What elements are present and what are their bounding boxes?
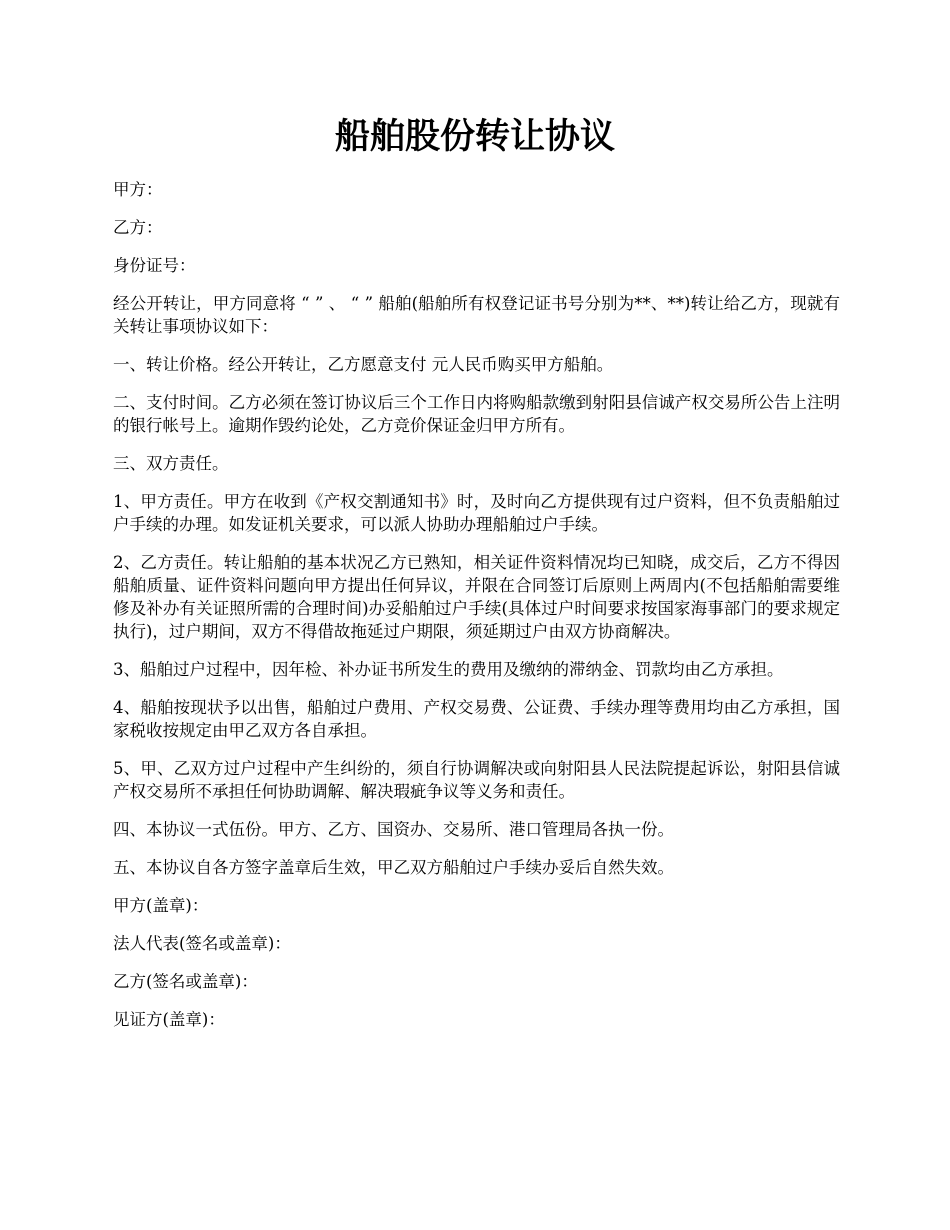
clause-4-copies: 四、本协议一式伍份。甲方、乙方、国资办、交易所、港口管理局各执一份。 (113, 820, 674, 839)
clause-1-price: 一、转让价格。经公开转让，乙方愿意支付 元人民币购买甲方船舶。 (113, 355, 614, 374)
signature-party-b: 乙方(签名或盖章)： (113, 972, 258, 991)
party-b-line: 乙方： (113, 218, 163, 237)
clause-3-item-2: 2、乙方责任。转让船舶的基本状况乙方已熟知，相关证件资料情况均已知晓，成交后，乙方不得因船舶质量、证件资料问题向甲方提出任何异议，并限在合同签订后原则上两周内(不包括船舶需要维修及补办有关证照所需的合理时间)办妥船舶过户手续(具体过户时间要求按国家海事部门的要求规定执行)，过户期间，双方不得借故拖延过户期限，须延期过户由双方协商解决。 (113, 553, 840, 641)
clause-3-item-3: 3、船舶过户过程中，因年检、补办证书所发生的费用及缴纳的滞纳金、罚款均由乙方承担。 (113, 660, 784, 679)
signature-legal-representative: 法人代表(签名或盖章)： (113, 934, 291, 953)
document-body (113, 178, 840, 1046)
preamble-paragraph: 经公开转让，甲方同意将 “ ” 、 “ ” 船舶(船舶所有权登记证书号分别为**、**)转让给乙方，现就有关转让事项协议如下： (113, 294, 840, 336)
clause-3-item-1: 1、甲方责任。甲方在收到《产权交割通知书》时，及时向乙方提供现有过户资料，但不负责船舶过户手续的办理。如发证机关要求，可以派人协助办理船舶过户手续。 (113, 492, 840, 534)
clause-5-effectiveness: 五、本协议自各方签字盖章后生效，甲乙双方船舶过户手续办妥后自然失效。 (113, 858, 674, 877)
signature-witness: 见证方(盖章)： (113, 1010, 225, 1029)
clause-3-item-5: 5、甲、乙双方过户过程中产生纠纷的，须自行协调解决或向射阳县人民法院提起诉讼，射阳县信诚产权交易所不承担任何协助调解、解决瑕疵争议等义务和责任。 (113, 759, 840, 801)
party-a-line: 甲方： (113, 180, 163, 199)
document-title: 船舶股份转让协议 (334, 116, 615, 157)
clause-2-payment-time: 二、支付时间。乙方必须在签订协议后三个工作日内将购船款缴到射阳县信诚产权交易所公告上注明的银行帐号上。逾期作毁约论处，乙方竞价保证金归甲方所有。 (113, 393, 840, 435)
id-number-line: 身份证号： (113, 256, 196, 275)
clause-3-item-4: 4、船舶按现状予以出售，船舶过户费用、产权交易费、公证费、手续办理等费用均由乙方承担，国家税收按规定由甲乙双方各自承担。 (113, 698, 840, 740)
clause-3-heading: 三、双方责任。 (113, 454, 229, 473)
signature-party-a: 甲方(盖章)： (113, 896, 209, 915)
